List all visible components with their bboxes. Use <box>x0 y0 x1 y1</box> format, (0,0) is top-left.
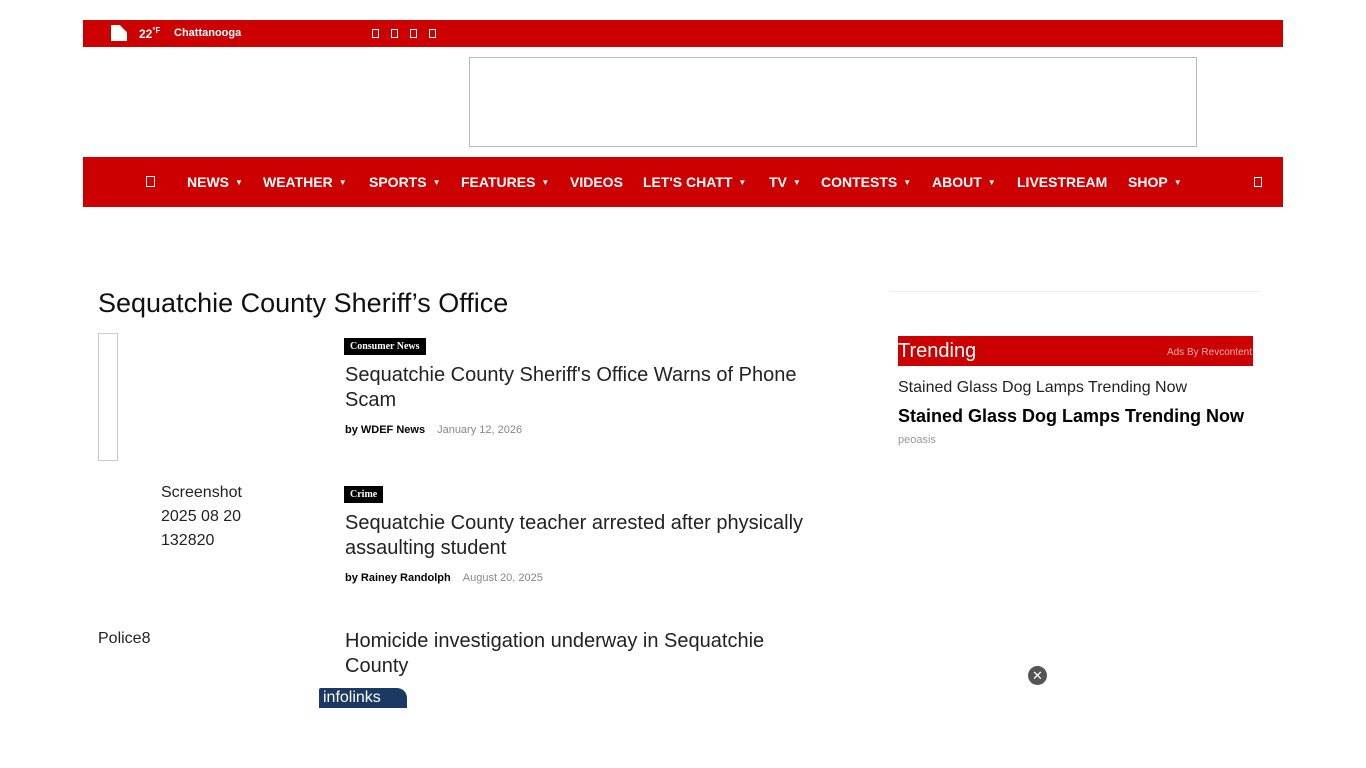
article-image[interactable] <box>98 333 118 461</box>
nav-item-label: WEATHER <box>263 174 333 190</box>
nav-item-videos[interactable] <box>570 174 623 190</box>
article-image[interactable]: Police8 <box>98 630 151 647</box>
ad-image[interactable]: Stained Glass Dog Lamps Trending Now <box>898 379 1188 396</box>
nav-item-livestream[interactable] <box>1017 174 1107 190</box>
page-title: Sequatchie County Sheriff’s Office <box>98 288 509 318</box>
home-icon[interactable] <box>146 176 155 187</box>
nav-item-label: NEWS <box>187 174 229 190</box>
trending-header <box>898 336 1253 366</box>
nav-item-sports[interactable] <box>369 174 441 190</box>
chevron-down-icon: ▼ <box>903 178 912 187</box>
ad-title[interactable]: Stained Glass Dog Lamps Trending Now <box>898 406 1245 426</box>
nav-item-label: FEATURES <box>461 174 536 190</box>
trending-heading: Trending <box>898 340 977 362</box>
nav-item-label: SHOP <box>1128 174 1168 190</box>
nav-item-weather[interactable] <box>263 174 347 190</box>
temperature <box>139 26 160 41</box>
chevron-down-icon: ▼ <box>1173 178 1182 187</box>
youtube-icon[interactable] <box>429 29 436 38</box>
nav-item-shop[interactable] <box>1128 174 1182 190</box>
nav-item-label: VIDEOS <box>570 174 623 190</box>
article-author[interactable]: by Rainey Randolph <box>345 572 451 584</box>
instagram-icon[interactable] <box>391 29 398 38</box>
top-bar <box>83 20 1283 47</box>
nav-item-label: ABOUT <box>932 174 982 190</box>
facebook-icon[interactable] <box>372 29 379 38</box>
weather-logo-icon <box>111 25 127 41</box>
category-badge[interactable]: Crime <box>344 486 383 503</box>
nav-item-features[interactable] <box>461 174 549 190</box>
chevron-down-icon: ▼ <box>338 178 347 187</box>
twitter-icon[interactable] <box>410 29 417 38</box>
close-icon[interactable]: ✕ <box>1028 666 1047 685</box>
chevron-down-icon: ▼ <box>792 178 801 187</box>
banner-ad-image[interactable] <box>469 57 1197 147</box>
nav-item-label: SPORTS <box>369 174 427 190</box>
nav-item-label: TV <box>769 174 787 190</box>
article-date: August 20, 2025 <box>462 572 543 584</box>
nav-item-label: CONTESTS <box>821 174 898 190</box>
chevron-down-icon: ▼ <box>987 178 996 187</box>
chevron-down-icon: ▼ <box>541 178 550 187</box>
nav-item-label: LIVESTREAM <box>1017 174 1108 190</box>
nav-item-tv[interactable] <box>769 174 801 190</box>
article-title[interactable]: Sequatchie County Sheriff's Office Warns of Phone Scam <box>345 364 797 411</box>
nav-item-news[interactable] <box>187 174 243 190</box>
infolinks-logo[interactable]: infolinks <box>319 688 407 708</box>
divider <box>889 291 1260 292</box>
article-title[interactable]: Sequatchie County teacher arrested after physically assaulting student <box>345 512 804 559</box>
article-title[interactable]: Homicide investigation underway in Sequatchie County <box>345 630 765 677</box>
main-nav <box>83 157 1283 207</box>
ad-source: peoasis <box>898 434 936 446</box>
temp-unit: °F <box>152 26 161 35</box>
article-meta <box>345 572 543 584</box>
article-meta <box>345 424 522 436</box>
ads-by[interactable]: Ads By Revcontent <box>1166 347 1252 358</box>
nav-item-label: LET'S CHATT <box>643 174 733 190</box>
chevron-down-icon: ▼ <box>235 178 243 187</box>
search-icon[interactable] <box>1254 177 1262 187</box>
article-image[interactable]: Screenshot 2025 08 20 132820 <box>161 484 242 549</box>
temp-value: 22 <box>139 27 153 41</box>
category-badge[interactable]: Consumer News <box>344 338 426 355</box>
nav-item-about[interactable] <box>932 174 996 190</box>
nav-item-let-s-chatt[interactable] <box>643 174 746 190</box>
nav-item-contests[interactable] <box>821 174 911 190</box>
article-date: January 12, 2026 <box>437 424 523 436</box>
chevron-down-icon: ▼ <box>738 178 747 187</box>
article-author[interactable]: by WDEF News <box>345 424 426 436</box>
chevron-down-icon: ▼ <box>432 178 441 187</box>
city: Chattanooga <box>174 27 242 39</box>
